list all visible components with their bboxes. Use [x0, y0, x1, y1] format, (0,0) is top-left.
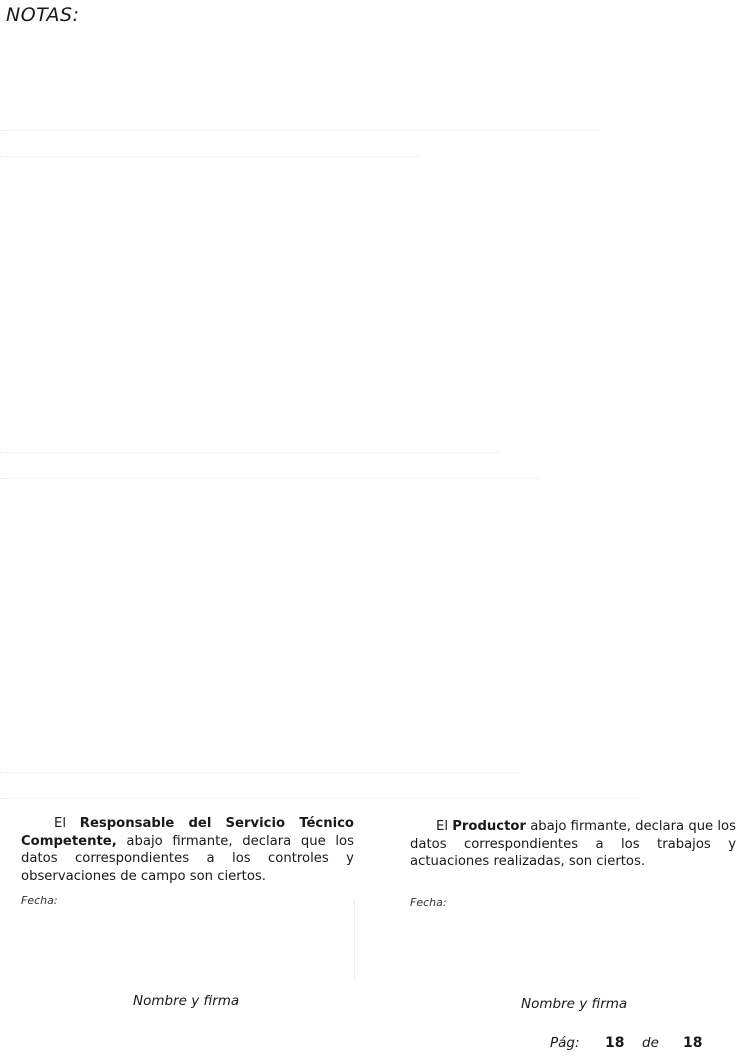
total-pages-number: 18 — [683, 1035, 703, 1051]
technician-declaration-lead: El — [54, 816, 66, 831]
notes-area — [0, 34, 750, 794]
producer-declaration — [410, 818, 736, 871]
signature-divider — [354, 900, 355, 980]
current-page-number: 18 — [605, 1035, 625, 1051]
producer-date-label: Fecha: — [410, 896, 447, 909]
faint-rule — [0, 772, 520, 773]
of-label: de — [642, 1035, 659, 1051]
technician-declaration — [21, 815, 354, 885]
technician-date-label: Fecha: — [21, 894, 58, 907]
faint-rule — [0, 798, 640, 799]
producer-declaration-text: abajo firmante, declara que los datos correspondientes a los trabajos y actuaciones realizadas, son ciertos. — [410, 819, 736, 869]
technician-role: Responsable del Servicio Técnico Competente, — [21, 816, 354, 849]
technician-declaration-text: abajo firmante, declara que los datos correspondientes a los controles y observaciones de campo son ciertos. — [21, 833, 354, 884]
page-label: Pág: — [550, 1035, 580, 1051]
technician-signature-label: Nombre y firma — [133, 993, 240, 1009]
producer-role: Productor — [452, 819, 526, 834]
faint-rule — [0, 130, 600, 131]
notes-title: NOTAS: — [6, 4, 80, 26]
producer-declaration-lead: El — [436, 819, 448, 834]
faint-rule — [0, 478, 540, 479]
producer-signature-label: Nombre y firma — [521, 996, 628, 1012]
faint-rule — [0, 156, 420, 157]
faint-rule — [0, 452, 500, 453]
